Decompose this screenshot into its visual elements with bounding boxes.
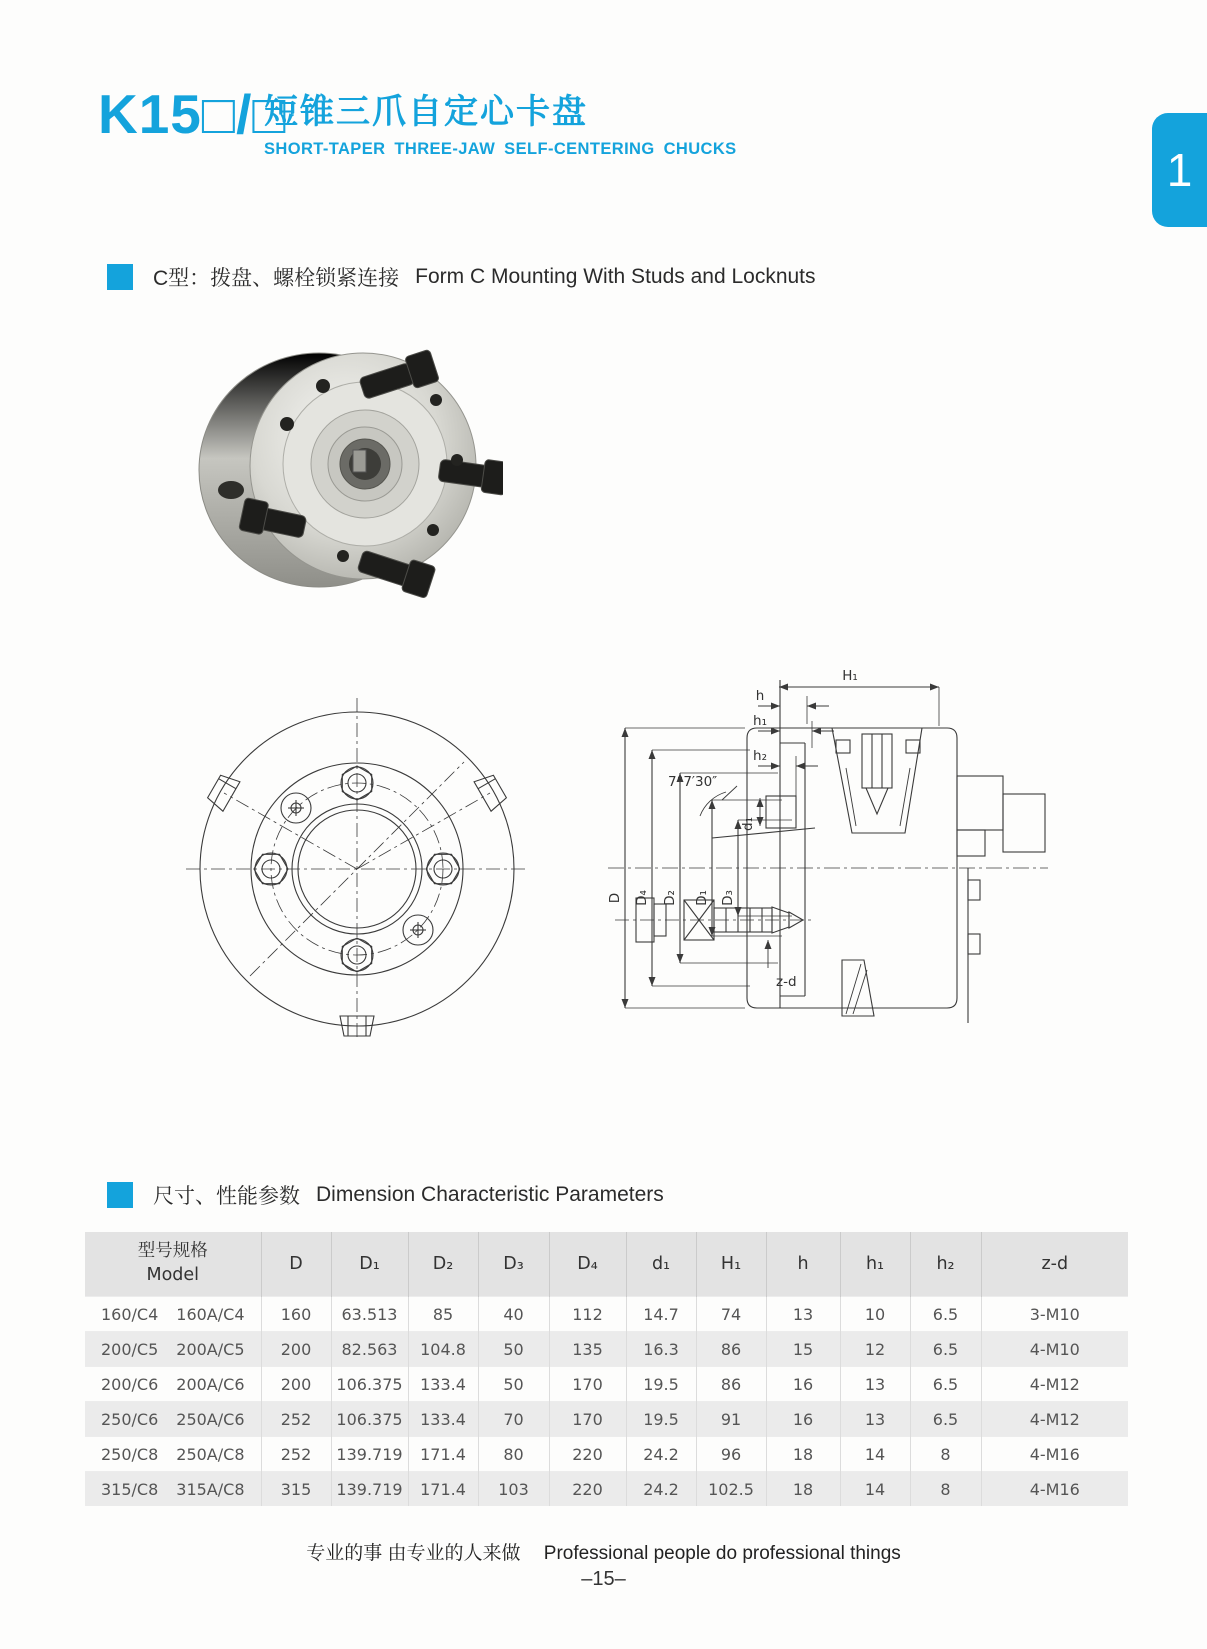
table-row xyxy=(85,1367,1128,1402)
spec-cell: 135 xyxy=(549,1332,626,1367)
dim-label-h2: h₂ xyxy=(753,748,767,764)
dim-label-D2: D₂ xyxy=(662,890,678,906)
spec-cell: 80 xyxy=(478,1437,549,1472)
section-dimensions-en: Dimension Characteristic Parameters xyxy=(316,1183,664,1206)
column-header-H1: H₁ xyxy=(696,1232,766,1297)
spec-cell: 12 xyxy=(840,1332,910,1367)
spec-cell: 171.4 xyxy=(408,1472,478,1507)
spec-cell: 252 xyxy=(261,1437,331,1472)
section-mounting-cn: C型：拨盘、螺栓锁紧连接 xyxy=(153,267,400,290)
footer-slogan-cn: 专业的事 由专业的人来做 xyxy=(306,1543,521,1564)
spec-cell: 8 xyxy=(910,1472,981,1507)
spec-cell: 112 xyxy=(549,1297,626,1332)
model-cell: 315/C8 315A/C8 xyxy=(85,1472,261,1507)
spec-cell: 315 xyxy=(261,1472,331,1507)
spec-cell: 200 xyxy=(261,1367,331,1402)
spec-cell: 160 xyxy=(261,1297,331,1332)
spec-cell: 19.5 xyxy=(626,1367,696,1402)
spec-cell: 13 xyxy=(840,1367,910,1402)
dimension-table xyxy=(85,1232,1128,1506)
spec-cell: 40 xyxy=(478,1297,549,1332)
dim-label-angle: 7°7′30″ xyxy=(668,774,718,790)
spec-cell: 86 xyxy=(696,1367,766,1402)
table-row xyxy=(85,1332,1128,1367)
spec-cell: 13 xyxy=(766,1297,840,1332)
column-header-h2: h₂ xyxy=(910,1232,981,1297)
dim-label-d1: d₁ xyxy=(740,817,756,831)
cross-section-drawing xyxy=(600,628,1052,1048)
dim-label-D4: D₄ xyxy=(634,890,650,906)
model-header-cn: 型号规格 xyxy=(137,1241,208,1262)
spec-cell: 4-M10 xyxy=(981,1332,1128,1367)
spec-cell: 170 xyxy=(549,1402,626,1437)
title-english: SHORT-TAPER THREE-JAW SELF-CENTERING CHUCKS xyxy=(264,140,737,158)
page-number: –15– xyxy=(581,1568,626,1590)
dim-label-zd: z-d xyxy=(776,974,797,990)
spec-cell: 3-M10 xyxy=(981,1297,1128,1332)
spec-cell: 6.5 xyxy=(910,1402,981,1437)
spec-cell: 13 xyxy=(840,1402,910,1437)
column-header-d1: d₁ xyxy=(626,1232,696,1297)
column-header-model xyxy=(85,1232,261,1297)
chapter-tab xyxy=(1152,113,1207,227)
chuck-photo xyxy=(193,338,503,600)
column-header-D4: D₄ xyxy=(549,1232,626,1297)
spec-cell: 252 xyxy=(261,1402,331,1437)
spec-cell: 10 xyxy=(840,1297,910,1332)
spec-cell: 91 xyxy=(696,1402,766,1437)
footer-slogan xyxy=(0,1538,1207,1565)
spec-cell: 70 xyxy=(478,1402,549,1437)
spec-cell: 50 xyxy=(478,1367,549,1402)
spec-cell: 4-M16 xyxy=(981,1437,1128,1472)
spec-cell: 4-M12 xyxy=(981,1367,1128,1402)
spec-cell: 63.513 xyxy=(331,1297,408,1332)
front-view-drawing xyxy=(184,696,530,1042)
spec-cell: 106.375 xyxy=(331,1367,408,1402)
spec-cell: 15 xyxy=(766,1332,840,1367)
product-model-code: K15□/□ xyxy=(98,83,287,145)
spec-cell: 102.5 xyxy=(696,1472,766,1507)
column-header-D: D xyxy=(261,1232,331,1297)
model-cell: 200/C6 200A/C6 xyxy=(85,1367,261,1402)
bullet-square-icon xyxy=(107,264,133,290)
table-header-row xyxy=(85,1232,1128,1297)
dim-label-h1: h₁ xyxy=(753,713,767,729)
spec-cell: 16.3 xyxy=(626,1332,696,1367)
spec-cell: 6.5 xyxy=(910,1332,981,1367)
spec-cell: 139.719 xyxy=(331,1472,408,1507)
column-header-D3: D₃ xyxy=(478,1232,549,1297)
chapter-number: 1 xyxy=(1166,144,1193,196)
spec-cell: 6.5 xyxy=(910,1367,981,1402)
column-header-zd: z-d xyxy=(981,1232,1128,1297)
model-cell: 160/C4 160A/C4 xyxy=(85,1297,261,1332)
model-cell: 250/C6 250A/C6 xyxy=(85,1402,261,1437)
spec-cell: 18 xyxy=(766,1472,840,1507)
column-header-h: h xyxy=(766,1232,840,1297)
spec-cell: 103 xyxy=(478,1472,549,1507)
column-header-D2: D₂ xyxy=(408,1232,478,1297)
model-cell: 200/C5 200A/C5 xyxy=(85,1332,261,1367)
dim-label-D: D xyxy=(607,892,623,904)
model-header-en: Model xyxy=(146,1265,200,1285)
table-row xyxy=(85,1472,1128,1507)
spec-cell: 85 xyxy=(408,1297,478,1332)
spec-cell: 18 xyxy=(766,1437,840,1472)
column-header-h1: h₁ xyxy=(840,1232,910,1297)
spec-cell: 106.375 xyxy=(331,1402,408,1437)
page-title xyxy=(264,84,737,159)
spec-cell: 24.2 xyxy=(626,1437,696,1472)
spec-cell: 86 xyxy=(696,1332,766,1367)
spec-cell: 16 xyxy=(766,1402,840,1437)
table-row xyxy=(85,1437,1128,1472)
spec-cell: 74 xyxy=(696,1297,766,1332)
spec-cell: 14.7 xyxy=(626,1297,696,1332)
spec-cell: 14 xyxy=(840,1437,910,1472)
spec-cell: 220 xyxy=(549,1437,626,1472)
section-mounting-en: Form C Mounting With Studs and Locknuts xyxy=(415,265,816,288)
spec-table-body xyxy=(85,1297,1128,1507)
spec-cell: 139.719 xyxy=(331,1437,408,1472)
column-header-D1: D₁ xyxy=(331,1232,408,1297)
dim-label-h: h xyxy=(755,688,765,704)
spec-cell: 220 xyxy=(549,1472,626,1507)
spec-cell: 104.8 xyxy=(408,1332,478,1367)
table-row xyxy=(85,1297,1128,1332)
spec-cell: 6.5 xyxy=(910,1297,981,1332)
section-dimensions-cn: 尺寸、性能参数 xyxy=(153,1185,300,1208)
model-cell: 250/C8 250A/C8 xyxy=(85,1437,261,1472)
spec-cell: 24.2 xyxy=(626,1472,696,1507)
spec-cell: 200 xyxy=(261,1332,331,1367)
dim-label-D3: D₃ xyxy=(720,890,736,906)
spec-cell: 50 xyxy=(478,1332,549,1367)
spec-cell: 170 xyxy=(549,1367,626,1402)
spec-cell: 96 xyxy=(696,1437,766,1472)
spec-cell: 171.4 xyxy=(408,1437,478,1472)
spec-cell: 4-M12 xyxy=(981,1402,1128,1437)
spec-cell: 82.563 xyxy=(331,1332,408,1367)
dim-label-D1: D₁ xyxy=(694,890,710,906)
section-heading-dimensions xyxy=(107,1180,664,1210)
title-chinese: 短锥三爪自定心卡盘 xyxy=(264,93,588,131)
spec-cell: 133.4 xyxy=(408,1367,478,1402)
footer-slogan-en: Professional people do professional things xyxy=(543,1543,901,1564)
spec-cell: 16 xyxy=(766,1367,840,1402)
spec-cell: 19.5 xyxy=(626,1402,696,1437)
table-row xyxy=(85,1402,1128,1437)
spec-cell: 8 xyxy=(910,1437,981,1472)
spec-cell: 4-M16 xyxy=(981,1472,1128,1507)
dim-label-H1: H₁ xyxy=(842,668,858,684)
spec-cell: 133.4 xyxy=(408,1402,478,1437)
bullet-square-icon xyxy=(107,1182,133,1208)
spec-cell: 14 xyxy=(840,1472,910,1507)
section-heading-mounting xyxy=(107,262,816,292)
